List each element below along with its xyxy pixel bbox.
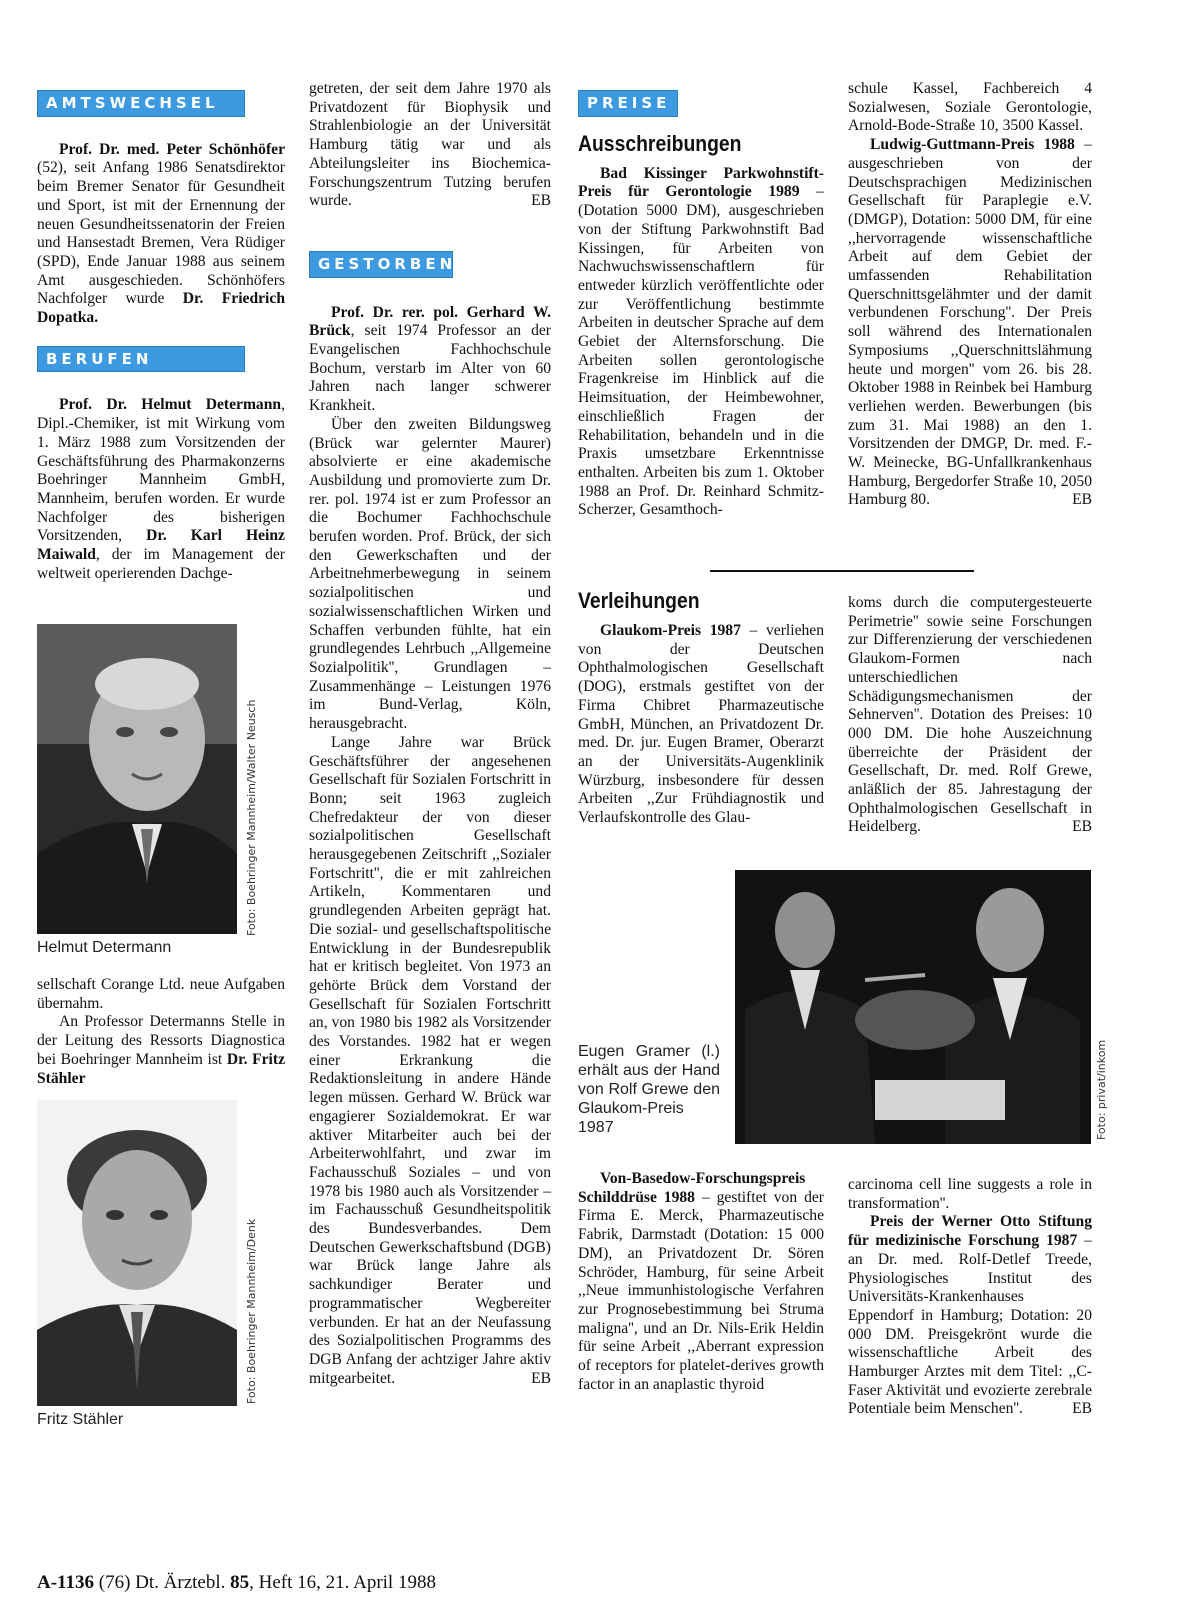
column-1 — [37, 90, 285, 583]
photo-credit: Foto: Boehringer Mannheim/Denk — [245, 1218, 258, 1404]
section-title-verleihungen: Verleihungen — [578, 588, 700, 613]
photo-caption: Eugen Gramer (l.) erhält aus der Hand von Rolf Grewe den Glaukom-Preis 1987 — [578, 1043, 720, 1136]
photo-caption: Fritz Stähler — [37, 1411, 124, 1428]
section-badge-gestorben: GESTORBEN — [309, 251, 453, 278]
page-footer: A-1136 (76) Dt. Ärztebl. 85, Heft 16, 21. April 1988 — [37, 1572, 436, 1593]
column-3 — [578, 90, 824, 520]
column-4-glaukom — [848, 594, 1092, 837]
column-1-continued: sellschaft Corange Ltd. neue Aufgaben übernahm. An Professor Determanns Stelle in der Leitung des Ressorts Diagnostica bei Boehringer Mannheim ist Dr. Fritz Stähler — [37, 976, 285, 1087]
prize-name: Ludwig-Guttmann-Preis 1988 — [870, 136, 1075, 154]
person-name: Prof. Dr. Helmut Determann — [59, 396, 282, 414]
divider — [710, 570, 974, 572]
article-ludwig-guttmann: Ludwig-Guttmann-Preis 1988 – ausgeschrieben von der Deutschsprachigen Medizinischen Gesellschaft für Paraplegie e.V. (DMGP), Dotation: 5000 DM, für eine ,,hervorragende wissenschaftliche Arbeit auf dem Gebiet der umfassenden Rehabilitation Querschnittsgelähmter und der damit verbundenen Forschung''. Der Preis soll während des Internationalen Symposiums ,,Querschnittslähmung heute und morgen'' vom 26. bis 28. Oktober 1988 in Reinbek bei Hamburg verliehen werden. Bewerbungen (bis zum 31. Mai 1988) an den 1. Vorsitzenden der DMGP, Dr. med. F.-W. Meinecke, BG-Unfallkrankenhaus Hamburg, Bergedorfer Straße 10, 2050 Hamburg 80. EB — [848, 136, 1092, 509]
photo-credit: Foto: privat/inkom — [1095, 1039, 1108, 1140]
article-amtswechsel: Prof. Dr. med. Peter Schönhöfer (52), seit Anfang 1986 Senatsdirektor beim Bremer Senator für Gesundheit und Sport, ist mit der Ernennung der neuen Gesundheitssenatorin der Freien und Hansestadt Bremen, Vera Rüdiger (SPD), Ende Januar 1988 aus seinem Amt ausgeschieden. Schönhöfers Nachfolger wurde Dr. Friedrich Dopatka. — [37, 140, 285, 327]
person-name: Prof. Dr. med. Peter Schönhöfer — [59, 140, 285, 158]
section-badge-amtswechsel: AMTSWECHSEL — [37, 90, 245, 117]
author-signature: EB — [1072, 1400, 1092, 1418]
photo-caption: Helmut Determann — [37, 939, 172, 956]
photo-award-ceremony — [735, 870, 1091, 1144]
article-berufen: Prof. Dr. Helmut Determann, Dipl.-Chemiker, ist mit Wirkung vom 1. März 1988 zum Vorsitzenden der Geschäftsführung des Pharmakonzerns Boehringer Mannheim GmbH, Mannheim, berufen worden. Er wurde Nachfolger des bisherigen Vorsitzenden, Dr. Karl Heinz Maiwald, der im Management der weltweit operierenden Dachge- — [37, 396, 285, 582]
person-name: Prof. Dr. rer. pol. Gerhard W. Brück — [309, 303, 551, 340]
page-number: A-1136 — [37, 1572, 94, 1593]
photo-helmut-determann — [37, 624, 237, 934]
article-bad-kissinger: Bad Kissinger Parkwohnstift-Preis für Gerontologie 1989 – (Dotation 5000 DM), ausgeschrieben von der Stiftung Parkwohnstift Bad Kissingen, für Arbeiten von Nachwuchswissenschaftlern für entweder kürzlich veröffentlichte oder zur Veröffentlichung bestimmte Arbeiten in deutscher Sprache auf dem Gebiet der Alternsforschung. Die Arbeiten sollen gerontologische Fragenkreise im Hinblick auf die Heimsituation, der Heimbewohner, einschließlich Fragen der Rehabilitation, behandeln und in die Praxis umsetzbare Erkenntnisse enthalten. Arbeiten bis zum 1. Oktober 1988 an Prof. Dr. Reinhard Schmitz-Scherzer, Gesamthoch- — [578, 164, 824, 519]
article-gestorben: Prof. Dr. rer. pol. Gerhard W. Brück, seit 1974 Professor an der Evangelischen Fachhochschule Bochum, verstarb im Alter von 60 Jahren nach langer schwerer Krankheit. — [309, 303, 551, 415]
column-3-basedow — [578, 1170, 824, 1394]
section-title-ausschreibungen: Ausschreibungen — [578, 130, 742, 156]
volume-number: 85 — [230, 1572, 250, 1593]
person-name: Dr. Fritz Stähler — [37, 1050, 285, 1087]
author-signature: EB — [1072, 491, 1092, 509]
column-4 — [848, 80, 1092, 510]
prize-name: Bad Kissinger Parkwohnstift-Preis für Gerontologie 1989 — [578, 164, 824, 201]
portrait-image — [37, 624, 237, 934]
article-glaukom: Glaukom-Preis 1987 – verliehen von der Deutschen Ophthalmologischen Gesellschaft (DOG), erstmals gestiftet von der Firma Chibret Pharmazeutische GmbH, München, an Privatdozent Dr. med. Dr. jur. Eugen Bramer, Oberarzt an der Universitäts-Augenklinik Würzburg, insbesondere für dessen Arbeiten ,,Zur Frühdiagnostik und Verlaufskontrolle des Glau- — [578, 622, 825, 827]
article-bad-kissinger-continued: schule Kassel, Fachbereich 4 Sozialwesen, Soziale Gerontologie, Arnold-Bode-Straße 10, 3500 Kassel. — [848, 80, 1092, 135]
prize-name: Von-Basedow-Forschungspreis Schilddrüse 1988 — [578, 1170, 806, 1206]
column-4-basedow — [848, 1176, 1092, 1419]
person-name: Dr. Friedrich Dopatka. — [37, 290, 285, 327]
ceremony-image — [735, 870, 1091, 1144]
section-badge-preise: PREISE — [578, 90, 678, 117]
prize-name: Glaukom-Preis 1987 — [600, 622, 741, 639]
column-2: getreten, der seit dem Jahre 1970 als Privatdozent für Biophysik und Strahlenbiologie an der Universität Hamburg tätig war und als Abteilungsleiter ins Biochemica-Forschungszentrum Tutzing berufen wurde. EB GESTORBEN Prof. Dr. rer. pol. Gerhard W. Brück, seit 1974 Professor an der Evangelischen Fachhochschule Bochum, verstarb im Alter von 60 Jahren nach langer schwerer Krankheit. Über den zweiten Bildungsweg (Brück war gelernter Maurer) absolvierte er eine akademische Ausbildung und promovierte zum Dr. rer. pol. 1974 ist er zum Professor an die Bochumer Fachhochschule berufen worden. Prof. Brück, der sich den Gewerkschaften und der Arbeitnehmerbewegung in seinem sozialpolitischen und sozialwissenschaftlichen Wirken und Schaffen verbunden fühlte, hat ein grundlegendes Lehrbuch ,,Allgemeine Sozialpolitik'', Grundlagen – Zusammenhänge – Leistungen 1976 im Bund-Verlag, Köln, herausgebracht. Lange Jahre war Brück Geschäftsführer der angesehenen Gesellschaft für Sozialen Fortschritt in Bonn; seit 1963 zugleich Chefredakteur der von dieser sozialpolitischen Gesellschaft herausgegebenen Zeitschrift ,,Sozialer Fortschritt'', die er mit zahlreichen Artikeln, Kommentaren und grundlegenden Arbeiten geprägt hat. Die sozial- und gesellschaftspolitische Entwicklung in der Bundesrepublik hat er kritisch begleitet. Von 1973 an gehörte Brück dem Vorstand der Gesellschaft für Sozialen Fortschritt an, von 1980 bis 1982 als Vorsitzender des Vorstandes. 1982 hat er wegen einer Erkrankung die Redaktionsleitung in andere Hände legen müssen. Gerhard W. Brück war engagierer Sozialdemokrat. Er war aktiver Mitarbeiter auch bei der Arbeiterwohlfahrt, und zwar im Fachausschuß Soziales – und von 1978 bis 1980 auch als Vorsitzender – im Fachausschuß Gesundheitspolitik des Bundesverbandes. Dem Deutschen Gewerkschaftsbund (DGB) war Brück lange Jahre als sachkundiger Berater und programmatischer Wegbereiter verbunden. Er hat an der Neufassung des Sozialpolitischen Programms des DGB Anfang der achtziger Jahre aktiv mitgearbeitet. EB — [309, 80, 551, 1387]
article-basedow-continued: carcinoma cell line suggests a role in transformation''. — [848, 1176, 1092, 1212]
author-signature: EB — [1072, 818, 1092, 836]
person-name: Dr. Karl Heinz Maiwald — [37, 527, 285, 564]
prize-name: Preis der Werner Otto Stiftung für medizinische Forschung 1987 — [848, 1213, 1092, 1250]
article-glaukom-continued: koms durch die computergesteuerte Perimetrie'' sowie seine Forschungen zur Differenzierung der verschiedenen Glaukom-Formen nach unterschiedlichen Schädigungsmechanismen der Sehnerven''. Dotation des Preises: 10 000 DM. Die hohe Auszeichnung überreichte der Präsident der Gesellschaft, Dr. med. Rolf Grewe, anläßlich der 85. Jahrestagung der Ophthalmologischen Gesellschaft in Heidelberg. EB — [848, 594, 1092, 836]
photo-credit: Foto: Boehringer Mannheim/Walter Neusch — [245, 699, 258, 936]
column-3-verleihungen — [578, 588, 824, 828]
article-basedow: Von-Basedow-Forschungspreis Schilddrüse 1988 – gestiftet von der Firma E. Merck, Pharmazeutische Fabrik, Darmstadt (Dotation: 15 000 DM), an Privatdozent Dr. Sören Schröder, Hamburg, für seine Arbeit ,,Neue immunhistologische Verfahren zur Prognosebestimmung bei Struma maligna'', und an Dr. Nils-Erik Heldin für seine Arbeit ,,Aberrant expression of receptors for platelet-derives growth factor in an anaplastic thyroid — [578, 1170, 824, 1393]
portrait-image — [37, 1100, 237, 1406]
article-berufen-continued: getreten, der seit dem Jahre 1970 als Privatdozent für Biophysik und Strahlenbiologie an der Universität Hamburg tätig war und als Abteilungsleiter ins Biochemica-Forschungszentrum Tutzing berufen wurde. EB — [309, 80, 551, 210]
photo-fritz-staehler — [37, 1100, 237, 1406]
section-badge-berufen: BERUFEN — [37, 346, 245, 373]
article-werner-otto: Preis der Werner Otto Stiftung für medizinische Forschung 1987 – an Dr. med. Rolf-Detlef Treede, Physiologisches Institut des Universitäts-Krankenhauses Eppendorf in Hamburg; Dotation: 20 000 DM. Preisgekrönt wurde die wissenschaftliche Arbeit des Hamburger Arztes mit dem Titel: ,,C-Faser Aktivität und evozierte zerebrale Potentiale beim Menschen''. EB — [848, 1213, 1092, 1418]
author-signature: EB — [531, 1369, 551, 1387]
author-signature: EB — [531, 192, 551, 210]
